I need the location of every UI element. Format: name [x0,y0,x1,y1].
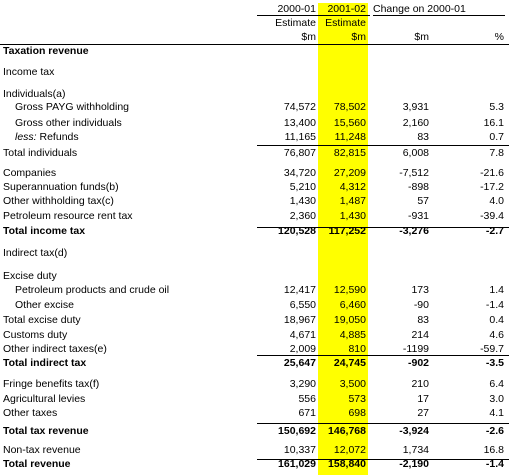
table-row [0,101,509,114]
cell-c3: -2,190 [399,458,429,470]
cell-c2: 1,487 [339,195,366,207]
table-row [0,117,509,130]
cell-c1: 12,417 [283,284,316,296]
cell-c4: 3.0 [489,393,504,405]
cell-c3: 1,734 [402,444,429,456]
cell-c3: 57 [417,195,429,207]
row-label-text: Refunds [36,131,79,143]
table-row [0,299,509,312]
header-estimate-2: Estimate [325,17,366,29]
cell-c2: 82,815 [333,147,366,159]
table-row [0,45,509,58]
cell-c3: 27 [417,407,429,419]
cell-c2: 24,745 [333,357,366,369]
table-row [0,314,509,327]
cell-c2: 573 [348,393,366,405]
cell-c4: -21.6 [480,167,504,179]
row-label: Gross other individuals [15,117,122,129]
header-row-estimate [0,17,509,30]
row-label: Total revenue [3,458,71,470]
cell-c2: 4,312 [339,181,366,193]
cell-c3: 214 [411,329,429,341]
row-label: Indirect tax(d) [3,247,68,259]
cell-c1: 74,572 [283,101,316,113]
cell-c4: -2.7 [485,225,504,237]
cell-c1: 2,360 [289,210,316,222]
table-row [0,66,509,79]
cell-c4: 16.8 [483,444,504,456]
cell-c1: 10,337 [283,444,316,456]
cell-c2: 6,460 [339,299,366,311]
subtotal-rule-total [257,459,509,460]
cell-c1: 4,671 [289,329,316,341]
cell-c4: -39.4 [480,210,504,222]
table-row [0,195,509,208]
row-label: Taxation revenue [3,45,89,57]
cell-c2: 11,248 [334,131,366,143]
cell-c2: 146,768 [328,425,366,437]
cell-c3: 83 [417,314,429,326]
cell-c3: 2,160 [402,117,429,129]
cell-c3: 17 [417,393,429,405]
row-label: Other excise [15,299,74,311]
cell-c1: 150,692 [278,425,316,437]
cell-c1: 3,290 [289,378,316,390]
header-unit-2: $m [351,31,366,43]
cell-c3: 3,931 [402,101,429,113]
table-row [0,167,509,180]
row-label: Petroleum products and crude oil [15,284,170,296]
cell-c2: 3,500 [339,378,366,390]
row-label: Total tax revenue [3,425,89,437]
cell-c4: 0.4 [489,314,504,326]
row-label: Total excise duty [3,314,81,326]
cell-c2: 698 [348,407,366,419]
cell-c1: 76,807 [283,147,316,159]
cell-c1: 13,400 [283,117,316,129]
cell-c1: 556 [298,393,316,405]
row-label [15,131,79,144]
row-label: Gross PAYG withholding [15,101,129,113]
cell-c1: 11,165 [284,131,316,143]
cell-c2: 810 [348,343,366,355]
header-underline-years [257,15,370,16]
cell-c1: 6,550 [289,299,316,311]
row-label: Agricultural levies [3,393,86,405]
subtotal-rule-income [257,227,509,228]
table-row [0,378,509,391]
row-label: Other taxes [3,407,58,419]
cell-c2: 4,885 [339,329,366,341]
table-row [0,393,509,406]
cell-c1: 120,528 [278,225,316,237]
subtotal-rule-tax [257,423,509,424]
subtotal-rule-indirect [257,355,509,356]
cell-c3: 83 [417,131,429,143]
row-label: Customs duty [3,329,68,341]
header-unit-4: % [494,31,504,43]
cell-c3: -1199 [402,343,429,355]
cell-c4: 4.1 [489,407,504,419]
header-row-units [0,31,509,44]
row-label: Fringe benefits tax(f) [3,378,100,390]
table-row [0,357,509,370]
cell-c3: 6,008 [402,147,429,159]
cell-c2: 12,590 [333,284,366,296]
row-label-italic: less: [15,131,37,143]
cell-c4: 6.4 [489,378,504,390]
cell-c2: 19,050 [333,314,366,326]
cell-c1: 18,967 [283,314,316,326]
row-label: Income tax [3,66,55,78]
cell-c4: -1.4 [485,299,504,311]
table-row [0,210,509,223]
cell-c1: 2,009 [289,343,316,355]
row-label: Total indirect tax [3,357,87,369]
cell-c4: -59.7 [480,343,504,355]
row-label: Petroleum resource rent tax [3,210,133,222]
cell-c1: 671 [298,407,316,419]
cell-c4: 7.8 [489,147,504,159]
cell-c4: -2.6 [485,425,504,437]
table-row [0,284,509,297]
cell-c4: -1.4 [485,458,504,470]
cell-c2: 1,430 [339,210,366,222]
cell-c3: -902 [407,357,429,369]
cell-c4: 4.6 [489,329,504,341]
row-label: Other withholding tax(c) [3,195,114,207]
cell-c3: 210 [411,378,429,390]
cell-c2: 117,252 [328,225,366,237]
cell-c1: 25,647 [283,357,316,369]
cell-c4: 1.4 [489,284,504,296]
header-year-2000-01: 2000-01 [277,3,316,15]
table-row [0,88,509,101]
table-row [0,131,509,144]
row-label: Total income tax [3,225,86,237]
cell-c4: 4.0 [489,195,504,207]
table-row [0,270,509,283]
header-year-2001-02: 2001-02 [327,3,366,15]
subtotal-rule-individuals [257,145,509,146]
table-row [0,147,509,160]
row-label: Non-tax revenue [3,444,81,456]
cell-c3: -931 [407,210,429,222]
cell-c4: 0.7 [489,131,504,143]
row-label: Total individuals [3,147,78,159]
header-underline-change [373,15,505,16]
table-row [0,181,509,194]
cell-c4: 5.3 [489,101,504,113]
cell-c2: 27,209 [333,167,366,179]
cell-c2: 15,560 [333,117,366,129]
cell-c3: -898 [407,181,429,193]
cell-c1: 34,720 [283,167,316,179]
row-label: Other indirect taxes(e) [3,343,107,355]
header-unit-1: $m [301,31,316,43]
cell-c1: 161,029 [278,458,316,470]
row-label: Companies [3,167,57,179]
cell-c4: -17.2 [480,181,504,193]
table-row [0,407,509,420]
cell-c4: 16.1 [483,117,504,129]
cell-c3: -3,276 [399,225,429,237]
cell-c2: 78,502 [333,101,366,113]
table-row [0,329,509,342]
cell-c1: 5,210 [289,181,316,193]
table-row [0,247,509,260]
header-change: Change on 2000-01 [373,3,466,15]
row-label: Individuals(a) [3,88,66,100]
header-unit-3: $m [414,31,429,43]
table-row [0,425,509,438]
table-row [0,444,509,457]
row-label: Superannuation funds(b) [3,181,119,193]
cell-c2: 158,840 [328,458,366,470]
cell-c3: -7,512 [399,167,429,179]
cell-c4: -3.5 [485,357,504,369]
cell-c1: 1,430 [289,195,316,207]
cell-c2: 12,072 [333,444,366,456]
row-label: Excise duty [3,270,57,282]
cell-c3: 173 [411,284,429,296]
cell-c3: -90 [413,299,429,311]
cell-c3: -3,924 [399,425,429,437]
header-estimate-1: Estimate [275,17,316,29]
